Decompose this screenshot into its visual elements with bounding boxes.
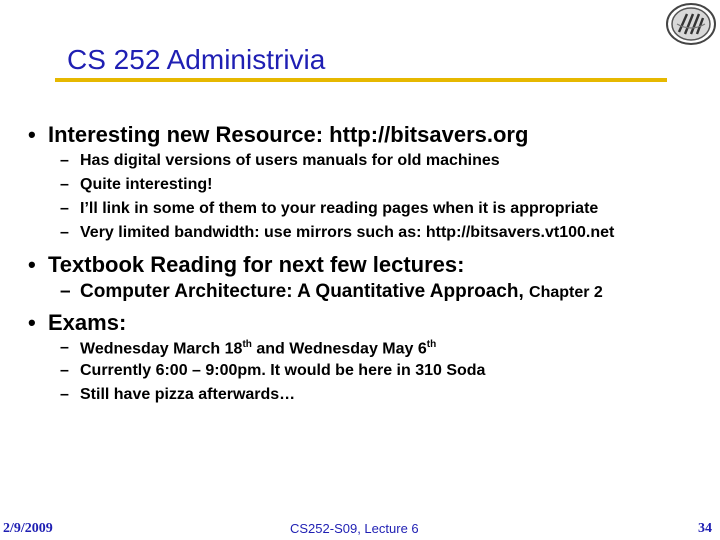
dash-marker: – <box>60 176 69 193</box>
exam-date-2: and Wednesday May 6 <box>251 340 427 358</box>
sub-item-text: Has digital versions of users manuals for old machines <box>80 152 500 169</box>
bullet-text: Textbook Reading for next few lectures: <box>48 252 465 277</box>
sub-item-text: Quite interesting! <box>80 176 213 193</box>
exam-date-1: Wednesday March 18 <box>80 340 243 358</box>
chapter-ref: Chapter 2 <box>529 284 603 301</box>
dash-marker: – <box>60 281 71 302</box>
sub-item-text: Currently 6:00 – 9:00pm. It would be here in 310 Soda <box>80 362 486 379</box>
dash-marker: – <box>60 200 69 217</box>
dash-marker: – <box>60 224 69 241</box>
footer-course: CS252-S09, Lecture 6 <box>290 521 419 536</box>
title-underline <box>55 78 667 82</box>
bullet-marker: • <box>28 252 36 277</box>
university-seal-logo <box>665 2 717 46</box>
ordinal-suffix: th <box>426 339 437 350</box>
sub-item-text: I’ll link in some of them to your reading pages when it is appropriate <box>80 200 599 217</box>
footer-date: 2/9/2009 <box>3 521 53 536</box>
slide-title: CS 252 Administrivia <box>67 44 326 75</box>
sub-item-text: Very limited bandwidth: use mirrors such as: http://bitsavers.vt100.net <box>80 224 615 241</box>
sub-item-text: Still have pizza afterwards… <box>80 386 296 403</box>
dash-marker: – <box>60 339 69 356</box>
sub-item-text <box>80 339 436 358</box>
dash-marker: – <box>60 386 69 403</box>
dash-marker: – <box>60 362 69 379</box>
book-title: Computer Architecture: A Quantitative Approach, <box>80 281 524 302</box>
bullet-text: Interesting new Resource: http://bitsavers.org <box>48 122 529 147</box>
page-number: 34 <box>698 521 712 536</box>
bullet-marker: • <box>28 310 36 335</box>
bullet-marker: • <box>28 122 36 147</box>
dash-marker: – <box>60 152 69 169</box>
bullet-text: Exams: <box>48 310 127 335</box>
sub-item-text <box>80 281 603 303</box>
ordinal-suffix: th <box>242 339 252 350</box>
